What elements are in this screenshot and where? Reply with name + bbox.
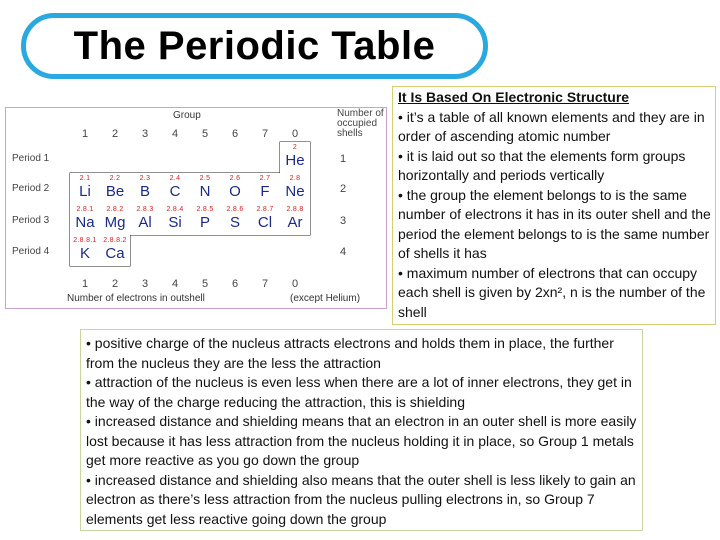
element-symbol: Cl xyxy=(257,214,273,231)
group-number: 6 xyxy=(231,128,239,140)
note-bullet: • increased distance and shielding also means that the outer shell is less likely to gain an electron as there’s less attraction from the nucleus pulling electrons in, so Group 7 elements get less reactive going down the group xyxy=(86,471,636,527)
element-cell-s xyxy=(220,204,250,235)
electron-config: 2.8.5 xyxy=(196,206,214,213)
shell-count: 3 xyxy=(340,215,347,227)
period-label: Period 3 xyxy=(12,215,50,226)
group-number: 0 xyxy=(291,128,299,140)
note-bullet: • the group the element belongs to is the same number of electrons it has in its outer shell and the period the element belongs to is the same number of shells it has xyxy=(398,186,711,261)
note-bullet: • positive charge of the nucleus attracts electrons and holds them in place, the further from the nucleus they are the less the attraction xyxy=(86,335,614,371)
page-title: The Periodic Table xyxy=(73,23,436,68)
element-cell-c xyxy=(160,173,190,204)
group-number: 2 xyxy=(111,278,119,290)
element-symbol: O xyxy=(229,183,241,200)
electron-config: 2.8.6 xyxy=(226,206,244,213)
element-cell-ar xyxy=(280,204,310,235)
element-cell-na xyxy=(70,204,100,235)
group-number: 1 xyxy=(81,278,89,290)
shell-count: 1 xyxy=(340,153,347,165)
element-cell-mg xyxy=(100,204,130,235)
electron-config: 2.7 xyxy=(259,175,271,182)
electron-config: 2.5 xyxy=(199,175,211,182)
element-symbol: P xyxy=(199,214,210,231)
element-cell-f xyxy=(250,173,280,204)
element-symbol: C xyxy=(169,183,181,200)
period-label: Period 4 xyxy=(12,246,50,257)
group-number: 4 xyxy=(171,128,179,140)
electron-config: 2.8.2 xyxy=(106,206,124,213)
element-cell-ne xyxy=(280,173,310,204)
electron-config: 2.8.3 xyxy=(136,206,154,213)
element-symbol: Ne xyxy=(285,183,305,200)
element-symbol: Be xyxy=(105,183,125,200)
element-cell-b xyxy=(130,173,160,204)
element-symbol: Al xyxy=(138,214,152,231)
periodic-table-figure xyxy=(5,107,387,309)
group-number: 3 xyxy=(141,128,149,140)
element-cell-ca xyxy=(100,235,130,266)
element-symbol: Ar xyxy=(287,214,303,231)
element-symbol: F xyxy=(260,183,270,200)
element-cell-p xyxy=(190,204,220,235)
electron-config: 2.1 xyxy=(79,175,91,182)
element-symbol: Na xyxy=(75,214,95,231)
shell-count: 4 xyxy=(340,246,347,258)
group-number: 7 xyxy=(261,278,269,290)
group-number: 7 xyxy=(261,128,269,140)
note-bullet: • it’s a table of all known elements and they are in order of ascending atomic number xyxy=(398,108,705,144)
note-bullet: • it is laid out so that the elements form groups horizontally and periods vertically xyxy=(398,147,686,183)
element-symbol: Ca xyxy=(105,245,125,262)
outer-shell-caption: Number of electrons in outshell xyxy=(67,293,205,304)
period-label: Period 2 xyxy=(12,183,50,194)
shells-header-line: occupied xyxy=(337,118,378,129)
element-cell-li xyxy=(70,173,100,204)
group-number: 5 xyxy=(201,278,209,290)
group-number: 6 xyxy=(231,278,239,290)
group-number: 2 xyxy=(111,128,119,140)
group-number: 1 xyxy=(81,128,89,140)
period-label: Period 1 xyxy=(12,153,50,164)
shells-header xyxy=(337,109,384,139)
electron-config: 2.8.8.1 xyxy=(73,237,97,244)
element-cell-be xyxy=(100,173,130,204)
electron-config: 2.8.8 xyxy=(286,206,304,213)
electron-config: 2.4 xyxy=(169,175,181,182)
element-symbol: B xyxy=(139,183,150,200)
electron-config: 2.8.1 xyxy=(76,206,94,213)
group-number: 4 xyxy=(171,278,179,290)
element-symbol: Li xyxy=(79,183,91,200)
element-symbol: N xyxy=(199,183,211,200)
element-symbol: K xyxy=(79,245,90,262)
group-heading: Group xyxy=(173,110,201,121)
element-symbol: He xyxy=(285,152,305,169)
electron-config: 2.2 xyxy=(109,175,121,182)
notes-heading: It Is Based On Electronic Structure xyxy=(398,89,630,105)
electron-config: 2.6 xyxy=(229,175,241,182)
electron-config: 2.8.4 xyxy=(166,206,184,213)
electron-config: 2.8.7 xyxy=(256,206,274,213)
note-bullet: • maximum number of electrons that can occupy each shell is given by 2xn², n is the number of the shell xyxy=(398,264,706,320)
group-number: 0 xyxy=(291,278,299,290)
element-cell-n xyxy=(190,173,220,204)
note-bullet: • increased distance and shielding means that an electron in an outer shell is more easily lost because it has less attraction from the nucleus holding it in place, so Group 1 metals get more reactive as you go down the group xyxy=(86,413,637,468)
shells-header-line: Number of xyxy=(337,108,384,119)
element-symbol: Mg xyxy=(104,214,126,231)
electron-config: 2 xyxy=(292,144,298,151)
element-symbol: S xyxy=(229,214,240,231)
group-number: 5 xyxy=(201,128,209,140)
element-cell-al xyxy=(130,204,160,235)
electron-config: 2.8 xyxy=(289,175,301,182)
element-cell-k xyxy=(70,235,100,266)
group-number: 3 xyxy=(141,278,149,290)
shells-header-line: shells xyxy=(337,128,363,139)
element-cell-cl xyxy=(250,204,280,235)
electron-config: 2.8.8.2 xyxy=(103,237,127,244)
element-cell-si xyxy=(160,204,190,235)
electronic-structure-notes xyxy=(392,86,716,325)
helium-exception-note: (except Helium) xyxy=(290,293,361,304)
shell-count: 2 xyxy=(340,183,347,195)
nucleus-attraction-notes xyxy=(80,329,643,531)
element-cell-he xyxy=(280,142,310,173)
element-cell-o xyxy=(220,173,250,204)
electron-config: 2.3 xyxy=(139,175,151,182)
title-banner xyxy=(21,13,488,79)
element-symbol: Si xyxy=(168,214,182,231)
note-bullet: • attraction of the nucleus is even less when there are a lot of inner electrons, they get in the way of the charge reducing the attraction, this is shielding xyxy=(86,374,632,410)
